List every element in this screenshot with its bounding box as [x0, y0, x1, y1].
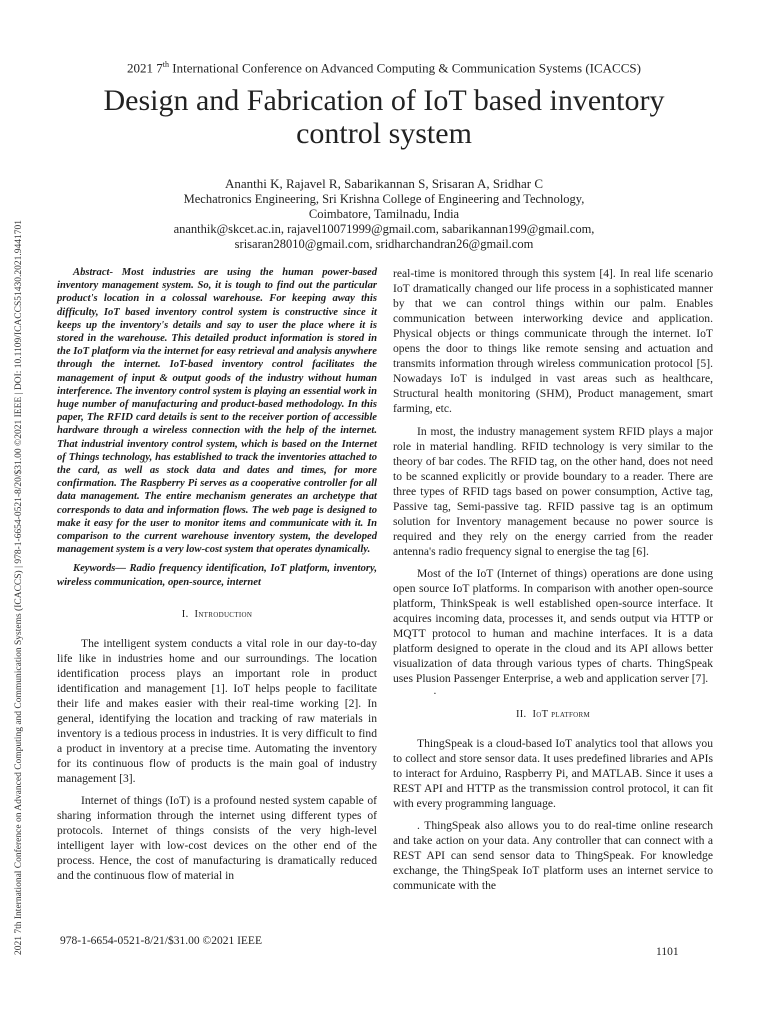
right-paragraph-3: Most of the IoT (Internet of things) operations are done using open source IoT platforms. In comparison with another open-source platform, ThinkSpeak is well established open-source interface. It acquires incoming data, processes it, and sends output via HTTP or MQTT protocol to human and machine interfaces. It is a data platform designed to operate in the cloud and its API allows better visualization of data through various types of charts. ThingSpeak uses Plusion Passenger Enterprise, a web and application server [7].: [393, 567, 713, 685]
section-title: IoT platform: [532, 709, 591, 720]
section-number: I.: [181, 608, 189, 620]
author-names: Ananthi K, Rajavel R, Sabarikannan S, Srisaran A, Sridhar C: [224, 176, 544, 191]
stray-dot: ·: [433, 687, 437, 700]
doi-sidebar-text: 2021 7th International Conference on Advanced Computing and Communication Systems (ICACCS) | 978-1-6654-0521-8/20/$31.00 ©2021 IEEE | DOI: 10.1109/ICACCS51430.2021.9441701: [14, 220, 24, 955]
author-emails-1: ananthik@skcet.ac.in, rajavel10071999@gmail.com, sabarikannan199@gmail.com,: [173, 222, 595, 236]
section-heading-iot-platform: [393, 707, 713, 722]
right-paragraph-5: . ThingSpeak also allows you to do real-time online research and take action on your data. Any controller that can connect with a REST API can send sensor data to ThingSpeak. For knowledge exchange, the ThingSpeak IoT platform uses an internet service to communicate with the: [393, 819, 713, 892]
conference-ordinal: th: [162, 60, 170, 69]
right-paragraph-2: In most, the industry management system RFID plays a major role in material handling. RFID technology is very similar to the theory of bar codes. The RFID tag, on the other hand, does not need to be scanned explicitly or provide boundary to a reader. There are three types of RFID tags based on power consumption, Active tag, Passive tag, Semi-passive tag. RFID passive tag is an optimum solution for Inventory management because no power source is required and they rely on the energy carried from the reader antenna's radio frequency signal to energise the tag [6].: [393, 425, 713, 558]
footer-isbn: 978-1-6654-0521-8/21/$31.00 ©2021 IEEE: [60, 935, 262, 947]
conference-year: 2021 7: [127, 60, 163, 76]
conference-header: [0, 60, 768, 76]
author-block: [60, 176, 708, 252]
intro-paragraph-2: Internet of things (IoT) is a profound nested system capable of sharing information through the internet using different types of protocols. Internet of things consists of the very high-level intelligent layer with low-cost devices on the other end of the process. Hence, the cost of manufacturing is dramatically reduced and the continuous flow of material in: [57, 793, 377, 882]
author-location: Coimbatore, Tamilnadu, India: [308, 207, 460, 221]
paper-title: Design and Fabrication of IoT based inventory control system: [103, 84, 665, 150]
section-heading-introduction: [57, 607, 377, 622]
right-paragraph-1: real-time is monitored through this system [4]. In real life scenario IoT dramatically changed our life process in a sophisticated manner by that we can control things within our palm. Enables communication between interworking device and application. Physical objects or things communicate through the internet. IoT opens the door to things like remote sensing and actuation and transmits information through wireless communication protocol [5]. Nowadays IoT is indulged in vast areas such as healthcare, Structural health monitoring (SHM), Product management, smart farming, etc.: [393, 267, 713, 415]
left-column: [57, 266, 377, 883]
author-emails-2: srisaran28010@gmail.com, sridharchandran26@gmail.com: [234, 237, 534, 251]
author-affiliation: Mechatronics Engineering, Sri Krishna College of Engineering and Technology,: [183, 192, 585, 206]
keywords: Keywords— Radio frequency identification, IoT platform, inventory, wireless communication, open-source, internet: [57, 563, 377, 588]
page-number: 1101: [656, 946, 679, 958]
intro-paragraph-1: The intelligent system conducts a vital role in our day-to-day life like in industries home and our surroundings. The location identification process plays an important role in product identification and management [1]. IoT helps people to facilitate their life and makes easier with their real-time working [2]. In general, identifying the location and tracking of raw materials in inventory is a tedious process in industries. It is very difficult to find a product in inventory at a precise time. Automating the inventory for its continuous flow of products is the main goal of industry management [3].: [57, 636, 377, 785]
section-number: II.: [515, 709, 527, 720]
conference-name: International Conference on Advanced Computing & Communication Systems (ICACCS): [169, 60, 641, 76]
right-paragraph-4: ThingSpeak is a cloud-based IoT analytics tool that allows you to collect and store sensor data. It uses predefined libraries and APIs to interact for Arduino, Raspberry Pi, and MATLAB. Since it uses a REST API and HTTP as the transmission control protocol, it can fit with every programming language.: [393, 737, 713, 810]
right-column: [393, 266, 713, 893]
abstract: Abstract- Most industries are using the human power-based inventory management system. So, it is tough to find out the particular product's location in a colossal warehouse. For keeping away this difficulty, IoT based inventory control system is constructive since it keeps up the inventory's details and say to user the place where it is stored in the warehouse. This detailed product information is stored in the IoT platform via the internet for easy retrieval and analysis anywhere through the internet. IoT-based inventory control facilitates the management of input & output goods of the industry without human interference. The inventory control system is playing an essential work in huge number of manufacturing and product-based methodology. In this paper, The RFID card details is sent to the receiver portion of accessible hardware through a wireless connection with the help of the internet. That industrial inventory control system, which is based on the Internet of Things technology, has established to track the inventories attached to the card, as well as stock data and dates and times, for more confirmation. The Raspberry Pi serves as a cooperative controller for all data management. The entire mechanism generates an archetype that corresponds to data and information flows. The web page is designed to make it easy for the user to monitor items and communicate with it. In comparison to the current warehouse inventory system, the developed management system is a very low-cost system that operates dynamically.: [57, 267, 377, 556]
doi-sidebar: [2, 125, 24, 955]
section-title: Introduction: [194, 608, 253, 620]
